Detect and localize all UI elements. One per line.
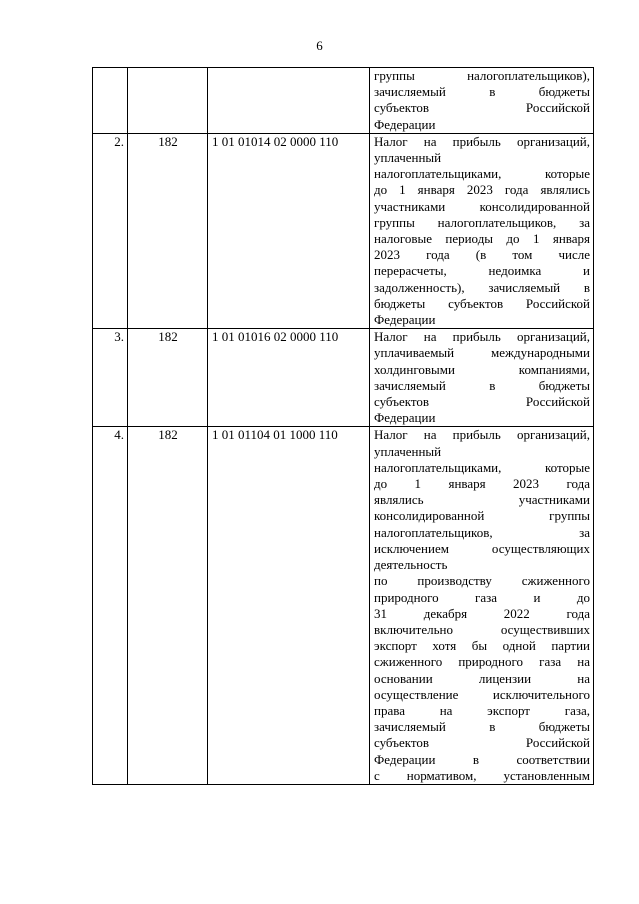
text-line: группы налогоплательщиков, за <box>374 214 590 230</box>
text-line: холдинговыми компаниями, <box>374 361 590 377</box>
text-line: основании лицензии на <box>374 670 590 686</box>
text-line: по производству сжиженного <box>374 573 590 589</box>
text-line: перерасчеты, недоимка и <box>374 263 590 279</box>
income-name-cell <box>370 133 594 328</box>
text-line: Налог на прибыль организаций, <box>374 329 590 345</box>
text-line: Налог на прибыль организаций, <box>374 133 590 149</box>
text-line: зачисляемый в бюджеты <box>374 719 590 735</box>
admin-code-cell <box>128 68 208 134</box>
text-line: уплачиваемый международными <box>374 345 590 361</box>
kbk-code-cell: 1 01 01014 02 0000 110 <box>208 133 370 328</box>
row-number-cell: 3. <box>93 329 128 427</box>
text-line: природного газа и до <box>374 589 590 605</box>
text-line: Федерации <box>374 312 436 328</box>
page-number: 6 <box>316 38 323 53</box>
text-line: уплаченный <box>374 443 442 459</box>
text-line: права на экспорт газа, <box>374 702 590 718</box>
text-line: с нормативом, установленным <box>374 767 590 783</box>
text-line: налогоплательщиками, которые <box>374 166 590 182</box>
text-line: 2023 года (в том числе <box>374 247 590 263</box>
text-line: группы налогоплательщиков), <box>374 68 590 83</box>
kbk-code-cell <box>208 68 370 134</box>
text-line: Налог на прибыль организаций, <box>374 427 590 443</box>
text-line: субъектов Российской <box>374 100 590 116</box>
text-line: до 1 января 2023 года являлись <box>374 182 590 198</box>
text-line: сжиженного природного газа на <box>374 654 590 670</box>
text-line: зачисляемый в бюджеты <box>374 377 590 393</box>
text-line: 31 декабря 2022 года <box>374 605 590 621</box>
row-number-cell: 2. <box>93 133 128 328</box>
text-line: осуществление исключительного <box>374 686 590 702</box>
table-row <box>93 68 594 134</box>
text-line: задолженность), зачисляемый в <box>374 279 590 295</box>
text-line: Федерации <box>374 410 436 426</box>
text-line: исключением осуществляющих <box>374 540 590 556</box>
row-number-cell: 4. <box>93 427 128 784</box>
kbk-code-cell: 1 01 01104 01 1000 110 <box>208 427 370 784</box>
table-row <box>93 133 594 328</box>
income-name-cell <box>370 427 594 784</box>
text-line: до 1 января 2023 года <box>374 476 590 492</box>
text-line: Федерации <box>374 116 436 132</box>
text-line: налогоплательщиками, которые <box>374 459 590 475</box>
text-line: экспорт хотя бы одной партии <box>374 638 590 654</box>
income-name-cell <box>370 68 594 134</box>
text-line: субъектов Российской <box>374 735 590 751</box>
kbk-code-cell: 1 01 01016 02 0000 110 <box>208 329 370 427</box>
row-number-cell <box>93 68 128 134</box>
text-line: налогоплательщиков, за <box>374 524 590 540</box>
text-line: деятельность <box>374 557 448 573</box>
table-row <box>93 427 594 784</box>
income-name-cell <box>370 329 594 427</box>
text-line: бюджеты субъектов Российской <box>374 295 590 311</box>
text-line: налоговые периоды до 1 января <box>374 231 590 247</box>
text-line: включительно осуществивших <box>374 621 590 637</box>
text-line: консолидированной группы <box>374 508 590 524</box>
admin-code-cell: 182 <box>128 329 208 427</box>
text-line: зачисляемый в бюджеты <box>374 84 590 100</box>
budget-classification-table <box>92 67 594 785</box>
text-line: уплаченный <box>374 150 442 166</box>
admin-code-cell: 182 <box>128 133 208 328</box>
text-line: являлись участниками <box>374 492 590 508</box>
table-row <box>93 329 594 427</box>
text-line: участниками консолидированной <box>374 198 590 214</box>
admin-code-cell: 182 <box>128 427 208 784</box>
text-line: Федерации в соответствии <box>374 751 590 767</box>
text-line: субъектов Российской <box>374 394 590 410</box>
